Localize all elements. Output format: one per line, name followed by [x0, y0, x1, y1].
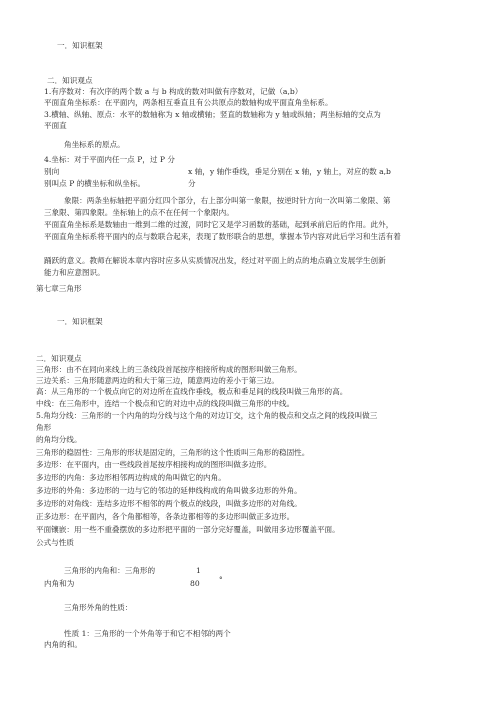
- text-line: 象限：两条坐标轴把平面分红四个部分，右上部分叫第一象限，按逆时针方向一次叫第二象限、第: [64, 196, 391, 205]
- text-line: x 轴，y 轴作垂线，垂足分别在 x 轴，y 轴上，对应的数 a,b: [188, 167, 391, 176]
- text-line: 高：从三角形的一个极点向它的对边所在直线作垂线，极点和垂足间的线段叫做三角形的高。: [36, 387, 348, 396]
- text-line: 平面直: [44, 121, 67, 130]
- section-heading-knowledge-concepts: 二．知识观点: [36, 354, 82, 363]
- text-line: 1: [196, 566, 201, 575]
- text-line: 多边形的对角线：连结多边形不相邻的两个极点的线段，叫做多边形的对角线。: [36, 499, 302, 508]
- text-line: 3.横轴、纵轴、原点：水平的数轴称为 x 轴或横轴；竖直的数轴称为 y 轴或纵轴；两坐标轴的交点为: [44, 110, 381, 119]
- section-heading-knowledge-concepts: 二．知识观点: [47, 76, 93, 85]
- text-line: 多边形的内角：多边形相邻两边构成的角叫做它的内角。: [36, 473, 226, 482]
- text-line: 内角的和。: [44, 640, 82, 649]
- text-line: 角坐标系的原点。: [64, 140, 125, 149]
- section-heading-knowledge-framework: 一．知识框架: [57, 317, 103, 326]
- text-line: 三角形的内角和：三角形的: [64, 566, 156, 575]
- text-line: 别叫点 P 的横坐标和纵坐标。: [44, 179, 146, 188]
- text-line: 平面镶嵌：用一些不重叠摆放的多边形把平面的一部分完好覆盖，叫做用多边形覆盖平面。: [36, 525, 340, 534]
- text-line: 三象限、第四象限。坐标轴上的点不在任何一个象限内。: [44, 208, 234, 217]
- subsection-heading: 公式与性质: [36, 538, 74, 547]
- text-line: 三角形的稳固性：三角形的形状是固定的，三角形的这个性质叫三角形的稳固性。: [36, 448, 310, 457]
- text-line: °: [219, 575, 223, 584]
- text-line: 能力和应意图识。: [44, 268, 105, 277]
- text-line: 4.坐标：对于平面内任一点 P，过 P 分: [44, 155, 176, 164]
- text-line: 1.有序数对：有次序的两个数 a 与 b 构成的数对叫做有序数对，记做（a,b）: [44, 87, 303, 96]
- text-line: 三边关系：三角形随意两边的和大于第三边，随意两边的差小于第三边。: [36, 376, 279, 385]
- section-heading-knowledge-framework: 一．知识框架: [57, 41, 103, 50]
- text-line: 内角和为: [44, 579, 75, 588]
- text-line: 三角形：由不在同向来线上的三条线段首尾按序相接所构成的图形叫做三角形。: [36, 365, 302, 374]
- text-line: 多边形的外角：多边形的一边与它的邻边的延伸线构成的角叫做多边形的外角。: [36, 486, 302, 495]
- text-line: 平面直角坐标系是数轴由一维到二维的过渡，同时它又是学习函数的基础，起到承前启后的作用。此外，: [44, 220, 394, 229]
- text-line: 性质 1：三角形的一个外角等于和它不相邻的两个: [64, 629, 231, 638]
- chapter-title: 第七章三角形: [36, 284, 82, 293]
- text-line: 平面直角坐标系将平面内的点与数联合起来，表现了数形联合的思想，掌握本节内容对此后学习和生活有着: [44, 232, 401, 241]
- text-line: 三角形外角的性质：: [64, 603, 133, 612]
- text-line: 中线：在三角形中，连结一个极点和它的对边中点的线段叫做三角形的中线。: [36, 399, 295, 408]
- text-line: 别向: [44, 167, 60, 176]
- text-line: 踊跃的意义。教师在解说本章内容时应多从实质情况出发，经过对平面上的点的地点确立发展学生创新: [44, 256, 386, 265]
- text-line: 80: [190, 579, 200, 588]
- text-line: 多边形：在平面内，由一些线段首尾按序相接构成的图形叫做多边形。: [36, 460, 272, 469]
- text-line: 角形: [36, 423, 52, 432]
- text-line: 的角均分线。: [36, 435, 82, 444]
- text-line: 分: [188, 179, 196, 188]
- text-line: 正多边形：在平面内，各个角都相等，各条边都相等的多边形叫做正多边形。: [36, 512, 295, 521]
- text-line: 5.角均分线：三角形的一个内角的均分线与这个角的对边订交，这个角的极点和交点之间的线段叫做三: [36, 411, 378, 420]
- text-line: 平面直角坐标系：在平面内，两条相互垂直且有公共原点的数轴构成平面直角坐标系。: [44, 98, 333, 107]
